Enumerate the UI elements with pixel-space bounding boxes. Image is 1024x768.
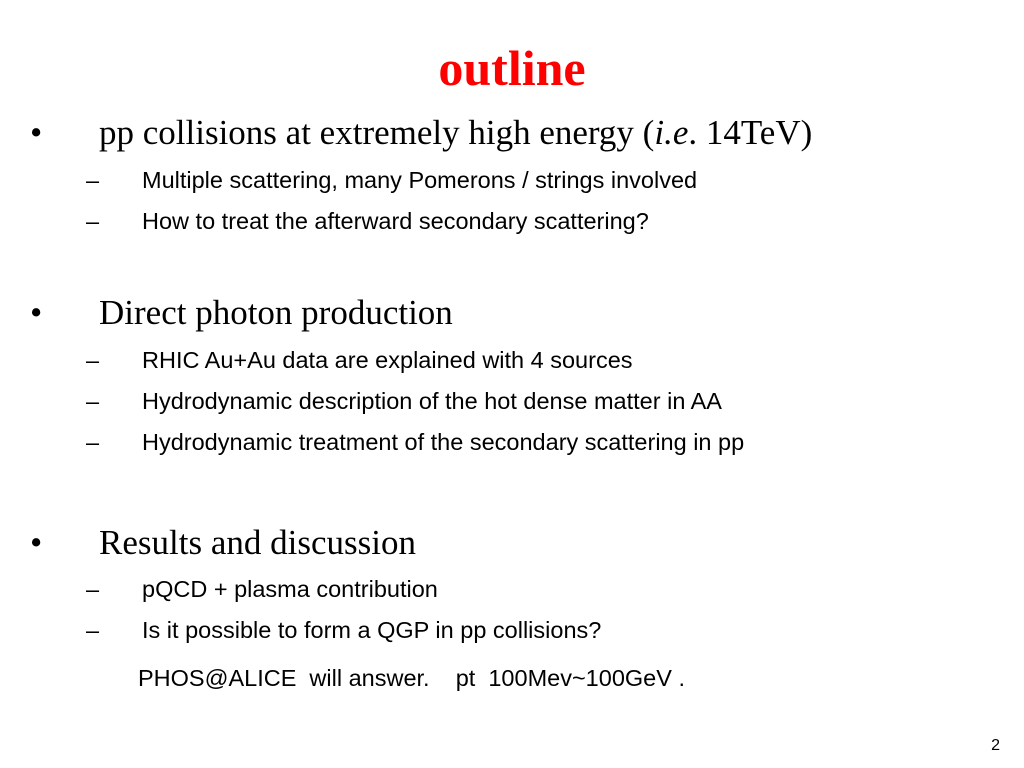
sub-bullet-text: Multiple scattering, many Pomerons / strings involved <box>142 167 698 193</box>
sub-bullet-text: Is it possible to form a QGP in pp collisions? <box>142 617 602 643</box>
slide-title: outline <box>438 40 586 96</box>
bullet-text-italic: i.e <box>654 113 689 152</box>
sub-bullet-text: RHIC Au+Au data are explained with 4 sources <box>142 347 633 373</box>
bullet-marker: • <box>30 113 43 152</box>
dash-marker: – <box>86 347 100 373</box>
dash-marker: – <box>86 617 100 643</box>
sub-bullet-text: Hydrodynamic treatment of the secondary scattering in pp <box>142 429 745 455</box>
sub-bullet-text: How to treat the afterward secondary scattering? <box>142 208 649 234</box>
bullet-text <box>99 112 812 154</box>
dash-marker: – <box>86 429 100 455</box>
bullet-text: Results and discussion <box>99 523 416 562</box>
dash-marker: – <box>86 167 100 193</box>
dash-marker: – <box>86 208 100 234</box>
bullet-marker: • <box>30 523 43 562</box>
bullet-text-part: pp collisions at extremely high energy ( <box>99 113 655 152</box>
page-number: 2 <box>991 737 1000 754</box>
dash-marker: – <box>86 576 100 602</box>
bullet-text-part: . 14TeV) <box>688 113 813 152</box>
sub-bullet-text: pQCD + plasma contribution <box>142 576 438 602</box>
bullet-marker: • <box>30 293 43 332</box>
dash-marker: – <box>86 388 100 414</box>
closing-line: PHOS@ALICE will answer. pt 100Mev~100GeV . <box>138 665 685 691</box>
bullet-text: Direct photon production <box>99 293 453 332</box>
sub-bullet-text: Hydrodynamic description of the hot dense matter in AA <box>142 388 722 414</box>
